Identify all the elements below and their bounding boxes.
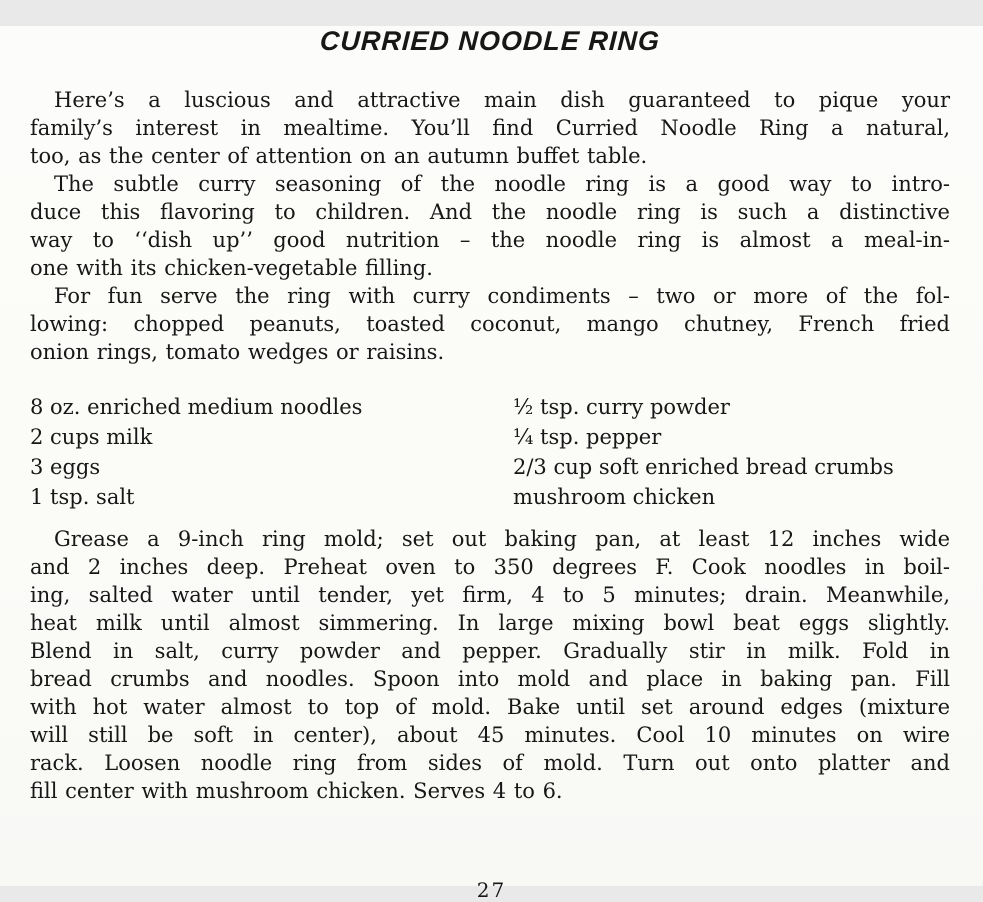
- intro-paragraph-2: [30, 170, 950, 282]
- text-line: lowing: chopped peanuts, toasted coconut, mango chutney, French fried: [30, 312, 950, 336]
- ingredient-item: 2 cups milk: [30, 425, 153, 449]
- ingredient-item: mushroom chicken: [513, 485, 716, 509]
- directions-paragraph: [30, 525, 950, 805]
- text-line: with hot water almost to top of mold. Bake until set around edges (mixture: [30, 695, 950, 719]
- ingredient-item: ¼ tsp. pepper: [513, 425, 662, 449]
- text-line: For fun serve the ring with curry condiments – two or more of the fol-: [54, 284, 950, 308]
- ingredient-item: ½ tsp. curry powder: [513, 395, 730, 419]
- text-line: The subtle curry seasoning of the noodle ring is a good way to intro-: [54, 172, 950, 196]
- ingredients-section: [30, 392, 950, 512]
- text-line: way to ‘‘dish up’’ good nutrition – the noodle ring is almost a meal-in-: [30, 228, 950, 252]
- text-line: duce this flavoring to children. And the noodle ring is such a distinctive: [30, 200, 950, 224]
- recipe-page: [0, 26, 983, 902]
- ingredient-item: 2/3 cup soft enriched bread crumbs: [513, 455, 894, 479]
- ingredients-column-left: [30, 392, 513, 512]
- text-line: fill center with mushroom chicken. Serves 4 to 6.: [30, 779, 563, 803]
- text-line: rack. Loosen noodle ring from sides of mold. Turn out onto platter and: [30, 751, 950, 775]
- intro-section: [30, 86, 950, 366]
- text-line: Here’s a luscious and attractive main dish guaranteed to pique your: [54, 88, 950, 112]
- text-line: onion rings, tomato wedges or raisins.: [30, 340, 445, 364]
- text-line: ing, salted water until tender, yet firm, 4 to 5 minutes; drain. Meanwhile,: [30, 583, 950, 607]
- text-line: bread crumbs and noodles. Spoon into mold and place in baking pan. Fill: [30, 667, 950, 691]
- text-line: and 2 inches deep. Preheat oven to 350 degrees F. Cook noodles in boil-: [30, 555, 950, 579]
- text-line: too, as the center of attention on an autumn buffet table.: [30, 144, 648, 168]
- text-line: will still be soft in center), about 45 minutes. Cool 10 minutes on wire: [30, 723, 950, 747]
- recipe-title: CURRIED NOODLE RING: [319, 26, 661, 56]
- ingredient-item: 8 oz. enriched medium noodles: [30, 395, 363, 419]
- text-line: Blend in salt, curry powder and pepper. Gradually stir in milk. Fold in: [30, 639, 950, 663]
- text-line: heat milk until almost simmering. In large mixing bowl beat eggs slightly.: [30, 611, 950, 635]
- intro-paragraph-3: [30, 282, 950, 366]
- text-line: one with its chicken-vegetable filling.: [30, 256, 433, 280]
- ingredients-column-right: [513, 392, 950, 512]
- page-number: 27: [476, 878, 507, 902]
- text-line: family’s interest in mealtime. You’ll find Curried Noodle Ring a natural,: [30, 116, 950, 140]
- intro-paragraph-1: [30, 86, 950, 170]
- text-line: Grease a 9-inch ring mold; set out baking pan, at least 12 inches wide: [54, 527, 950, 551]
- ingredient-item: 1 tsp. salt: [30, 485, 135, 509]
- ingredient-item: 3 eggs: [30, 455, 101, 479]
